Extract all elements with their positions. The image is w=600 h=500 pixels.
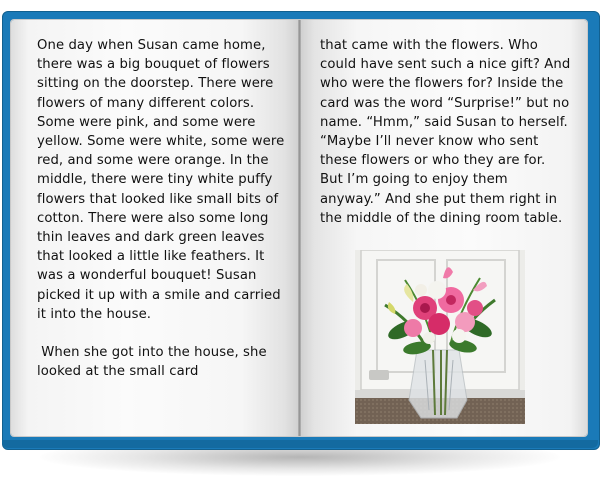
book-cover-edge	[2, 440, 598, 448]
paragraph-gap	[37, 324, 289, 343]
book-spine	[298, 20, 301, 436]
flower-bouquet-image	[355, 250, 525, 424]
left-paragraph-2: When she got into the house, she looked at the small card	[37, 345, 271, 380]
flower-bouquet-photo	[355, 250, 525, 424]
left-page-text	[37, 36, 289, 381]
right-page-text	[320, 36, 572, 228]
right-paragraph-1: that came with the flowers. Who could have sent such a nice gift? And who were the flowers for? Inside the card was the word “Surprise!” but no name. “Hmm,” said Susan to herself. “Maybe I’ll never know who sent these flowers or who they are for. But I’m going to enjoy them anyway.” And she put them right in the middle of the dining room table.	[320, 38, 571, 226]
left-paragraph-1: One day when Susan came home, there was a big bouquet of flowers sitting on the doorstep. There were flowers of many different colors. Some were pink, and some were yellow. Some were white, some were red, and some were orange. In the middle, there were tiny white puffy flowers that looked like small bits of cotton. There were also some long thin leaves and dark green leaves that looked a little like feathers. It was a wonderful bouquet! Susan picked it up with a smile and carried it into the house.	[37, 38, 285, 322]
